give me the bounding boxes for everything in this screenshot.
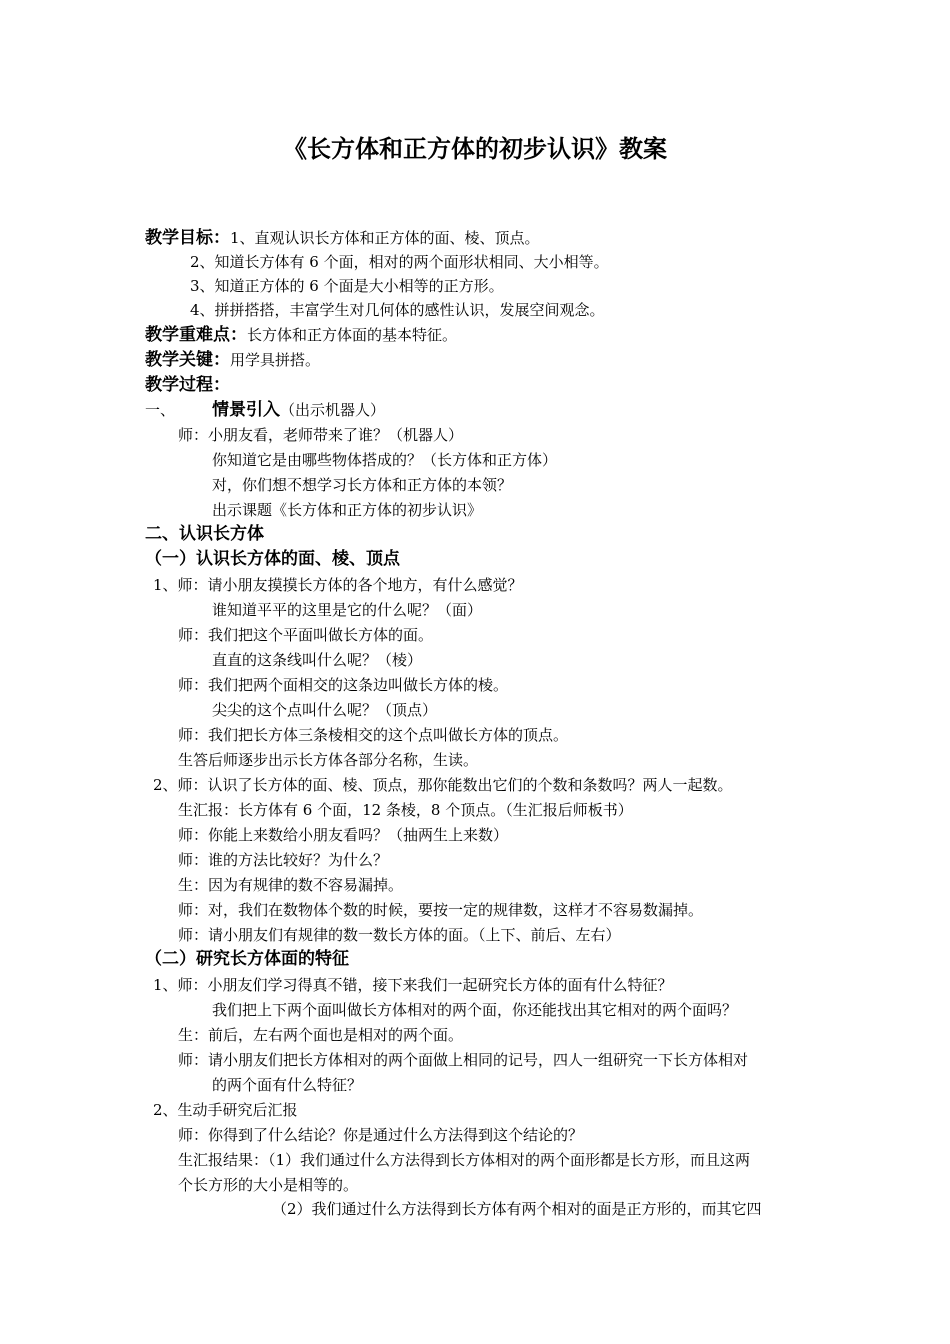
section-1-line-2: 你知道它是由哪些物体搭成的？（长方体和正方体） <box>212 451 558 469</box>
subsection-2-line-9: 个长方形的大小是相等的。 <box>178 1176 359 1194</box>
section-1-line-3: 对，你们想不想学习长方体和正方体的本领？ <box>212 476 513 494</box>
section-1-note: （出示机器人） <box>280 401 386 419</box>
subsection-1-line-3: 师：我们把这个平面叫做长方体的面。 <box>178 626 434 644</box>
subsection-1-line-10: 生汇报：长方体有 6 个面，12 条棱，8 个顶点。（生汇报后师板书） <box>178 801 633 819</box>
goal-item-1: 1、直观认识长方体和正方体的面、棱、顶点。 <box>230 229 540 247</box>
subsection-2-line-10: （2）我们通过什么方法得到长方体有两个相对的面是正方形的，而其它四 <box>272 1200 762 1218</box>
subsection-1-line-2: 谁知道平平的这里是它的什么呢？（面） <box>212 601 483 619</box>
section-1-line-4: 出示课题《长方体和正方体的初步认识》 <box>212 501 483 519</box>
subsection-1-line-13: 生：因为有规律的数不容易漏掉。 <box>178 876 404 894</box>
section-1-heading: 情景引入 <box>212 400 280 420</box>
difficulty-label: 教学重难点： <box>145 325 247 345</box>
subsection-1-line-12: 师：谁的方法比较好？为什么？ <box>178 851 389 869</box>
difficulty-line <box>145 324 457 346</box>
subsection-1-line-5: 师：我们把两个面相交的这条边叫做长方体的棱。 <box>178 676 509 694</box>
goal-item-3: 3、知道正方体的 6 个面是大小相等的正方形。 <box>190 277 504 295</box>
subsection-2-line-3: 生：前后，左右两个面也是相对的两个面。 <box>178 1026 464 1044</box>
subsection-2-line-2: 我们把上下两个面叫做长方体相对的两个面，你还能找出其它相对的两个面吗？ <box>212 1001 738 1019</box>
subsection-1-line-11: 师：你能上来数给小朋友看吗？（抽两生上来数） <box>178 826 509 844</box>
goal-item-4: 4、拼拼搭搭，丰富学生对几何体的感性认识，发展空间观念。 <box>190 301 605 319</box>
subsection-2-line-5: 的两个面有什么特征？ <box>212 1076 363 1094</box>
section-2-heading: 二、认识长方体 <box>145 524 264 544</box>
subsection-2-line-6: 2、生动手研究后汇报 <box>153 1101 298 1119</box>
subsection-2-heading: （二）研究长方体面的特征 <box>145 949 349 969</box>
goal-item-2: 2、知道长方体有 6 个面，相对的两个面形状相同、大小相等。 <box>190 253 609 271</box>
section-1-heading-line <box>212 399 385 421</box>
subsection-1-line-14: 师：对，我们在数物体个数的时候，要按一定的规律数，这样才不容易数漏掉。 <box>178 901 704 919</box>
key-line <box>145 349 320 371</box>
key-label: 教学关键： <box>145 350 230 370</box>
section-1-line-1: 师：小朋友看，老师带来了谁？（机器人） <box>178 426 464 444</box>
subsection-1-line-8: 生答后师逐步出示长方体各部分名称，生读。 <box>178 751 479 769</box>
subsection-1-line-9: 2、师：认识了长方体的面、棱、顶点，那你能数出它们的个数和条数吗？两人一起数。 <box>153 776 733 794</box>
goals-label: 教学目标： <box>145 228 230 248</box>
subsection-1-line-4: 直直的这条线叫什么呢？（棱） <box>212 651 423 669</box>
key-text: 用学具拼搭。 <box>230 351 321 369</box>
subsection-1-line-6: 尖尖的这个点叫什么呢？（顶点） <box>212 701 438 719</box>
subsection-2-line-4: 师：请小朋友们把长方体相对的两个面做上相同的记号，四人一组研究一下长方体相对 <box>178 1051 749 1069</box>
difficulty-text: 长方体和正方体面的基本特征。 <box>247 326 458 344</box>
section-1-number: 一、 <box>145 401 176 419</box>
subsection-1-line-7: 师：我们把长方体三条棱相交的这个点叫做长方体的顶点。 <box>178 726 569 744</box>
subsection-2-line-7: 师：你得到了什么结论？你是通过什么方法得到这个结论的？ <box>178 1126 584 1144</box>
subsection-2-line-1: 1、师：小朋友们学习得真不错，接下来我们一起研究长方体的面有什么特征？ <box>153 976 673 994</box>
subsection-1-line-15: 师：请小朋友们有规律的数一数长方体的面。（上下、前后、左右） <box>178 926 621 944</box>
subsection-1-heading: （一）认识长方体的面、棱、顶点 <box>145 549 400 569</box>
subsection-1-line-1: 1、师：请小朋友摸摸长方体的各个地方，有什么感觉？ <box>153 576 523 594</box>
document-title: 《长方体和正方体的初步认识》教案 <box>283 135 667 163</box>
goals-line-1 <box>145 227 540 249</box>
process-label: 教学过程： <box>145 375 230 395</box>
subsection-2-line-8: 生汇报结果：（1）我们通过什么方法得到长方体相对的两个面形都是长方形，而且这两 <box>178 1151 751 1169</box>
